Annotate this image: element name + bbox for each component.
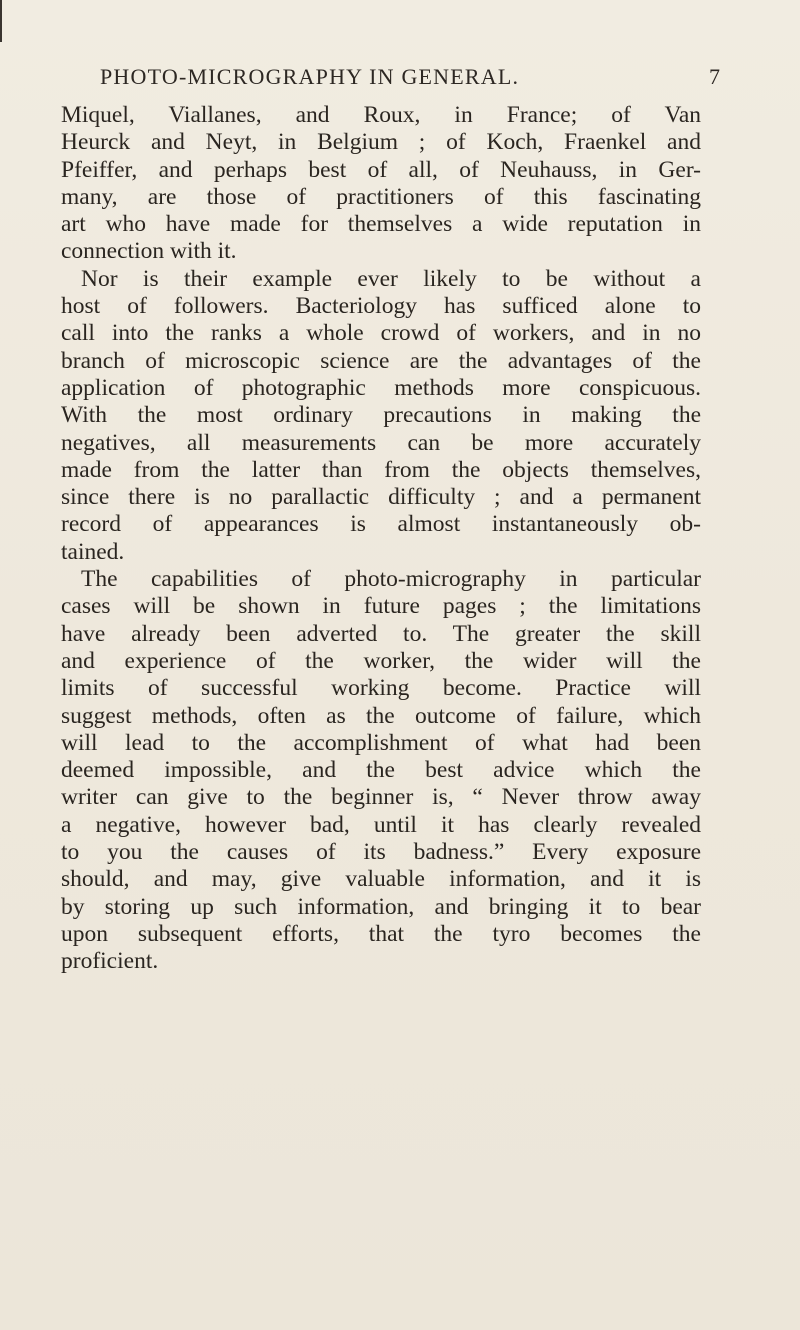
text-line: negatives, all measurements can be more accurately xyxy=(61,429,701,456)
paragraph-2 xyxy=(61,266,701,566)
text-line: art who have made for themselves a wide reputation in xyxy=(61,211,701,238)
text-line: application of photographic methods more conspicuous. xyxy=(61,374,701,401)
text-line: connection with it. xyxy=(61,238,237,265)
text-line: tained. xyxy=(61,538,125,565)
text-line: Pfeiffer, and perhaps best of all, of Neuhauss, in Ger- xyxy=(61,156,701,183)
paragraph-3 xyxy=(61,566,701,975)
paragraph-1 xyxy=(61,102,701,266)
text-line: should, and may, give valuable information, and it is xyxy=(61,866,701,893)
text-line: proficient. xyxy=(61,948,159,975)
text-line: by storing up such information, and bringing it to bear xyxy=(61,893,701,920)
text-line: Nor is their example ever likely to be without a xyxy=(81,265,701,292)
text-line: record of appearances is almost instantaneously ob- xyxy=(61,511,701,538)
text-line: host of followers. Bacteriology has sufficed alone to xyxy=(61,293,701,320)
page-number: 7 xyxy=(709,64,720,89)
running-head xyxy=(100,58,720,98)
text-line: to you the causes of its badness.” Every exposure xyxy=(61,839,701,866)
text-line: Miquel, Viallanes, and Roux, in France; of Van xyxy=(61,102,701,128)
text-line: writer can give to the beginner is, “ Never throw away xyxy=(61,784,701,811)
text-line: With the most ordinary precautions in making the xyxy=(61,402,701,429)
text-line: call into the ranks a whole crowd of workers, and in no xyxy=(61,320,701,347)
text-line: The capabilities of photo-micrography in particular xyxy=(81,566,701,593)
text-line: and experience of the worker, the wider will the xyxy=(61,647,701,674)
text-line: will lead to the accomplishment of what had been xyxy=(61,729,701,756)
page-edge-mark xyxy=(0,0,2,42)
text-line: since there is no parallactic difficulty ; and a permanent xyxy=(61,484,701,511)
text-line: Heurck and Neyt, in Belgium ; of Koch, Fraenkel and xyxy=(61,129,701,156)
text-line: cases will be shown in future pages ; the limitations xyxy=(61,593,701,620)
text-line: a negative, however bad, until it has clearly revealed xyxy=(61,811,701,838)
text-line: have already been adverted to. The greater the skill xyxy=(61,620,701,647)
text-line: limits of successful working become. Practice will xyxy=(61,675,701,702)
text-line: upon subsequent efforts, that the tyro becomes the xyxy=(61,920,701,947)
text-line: many, are those of practitioners of this fascinating xyxy=(61,183,701,210)
text-line: deemed impossible, and the best advice which the xyxy=(61,757,701,784)
body-text xyxy=(61,102,701,976)
text-line: suggest methods, often as the outcome of failure, which xyxy=(61,702,701,729)
running-title: PHOTO-MICROGRAPHY IN GENERAL. xyxy=(100,64,520,89)
text-line: branch of microscopic science are the advantages of the xyxy=(61,347,701,374)
text-line: made from the latter than from the objects themselves, xyxy=(61,456,701,483)
